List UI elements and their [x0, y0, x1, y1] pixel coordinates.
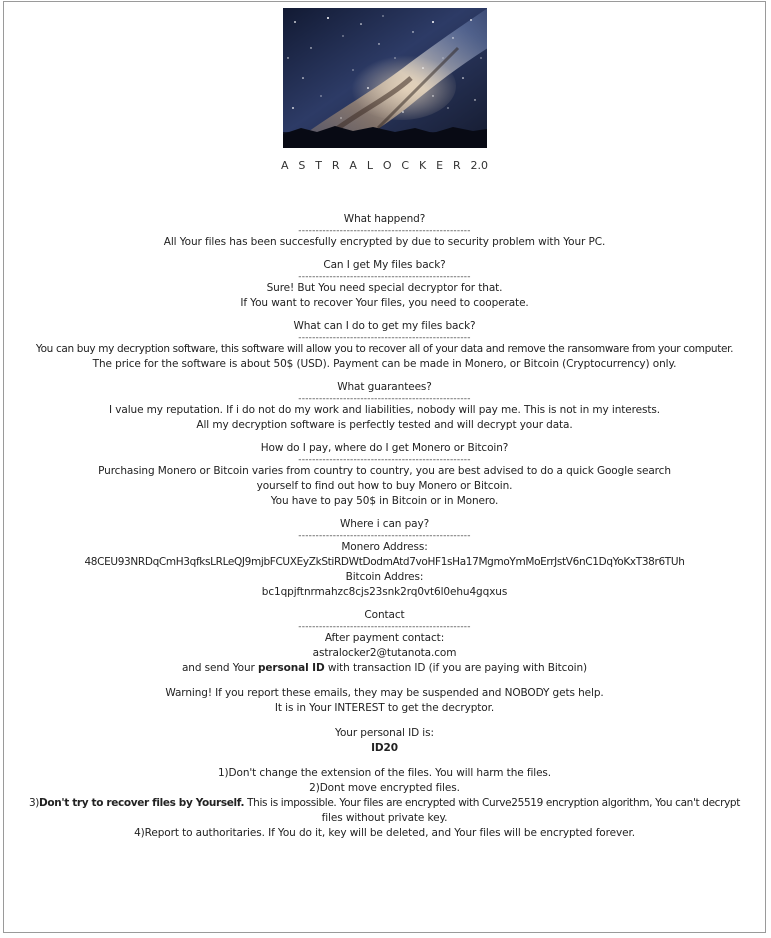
bitcoin-address[interactable]: bc1qpjftnrmahzc8cjs23snk2rq0vt6l0ehu4gqxus — [261, 586, 508, 598]
section-heading: How do I pay, where do I get Monero or Bitcoin? — [260, 442, 509, 454]
rules-block — [4, 766, 765, 841]
section-files-back — [4, 258, 765, 311]
section-guarantees — [4, 380, 765, 433]
text-line: All my decryption software is perfectly tested and will decrypt your data. — [196, 419, 573, 431]
section-where-pay — [4, 517, 765, 600]
send-text-after: with transaction ID (if you are paying with Bitcoin) — [324, 662, 588, 674]
personal-id-emphasis: personal ID — [257, 662, 325, 674]
personal-id-value — [4, 741, 765, 756]
warning-line: It is in Your INTEREST to get the decryptor. — [274, 702, 495, 714]
rule-3-continued: files without private key. — [321, 812, 448, 824]
text-line: Sure! But You need special decryptor for that. — [266, 282, 503, 294]
text-line: After payment contact: — [324, 632, 445, 644]
rule-3-prefix: 3) — [28, 797, 40, 809]
divider: -------------------------------------------------- — [298, 456, 471, 464]
send-id-line — [4, 661, 765, 676]
divider: -------------------------------------------------- — [298, 227, 471, 235]
rule-3 — [4, 796, 765, 811]
brand-version: 2.0 — [470, 159, 489, 172]
rule-4: 4)Report to authoritaries. If You do it, key will be deleted, and Your files will be encrypted forever. — [134, 827, 635, 839]
text-line: Purchasing Monero or Bitcoin varies from country to country, you are best advised to do a quick Google search — [98, 465, 671, 477]
personal-id-label: Your personal ID is: — [335, 727, 434, 739]
section-heading: Where i can pay? — [339, 518, 430, 530]
section-heading: What guarantees? — [337, 381, 432, 393]
divider: -------------------------------------------------- — [298, 334, 471, 342]
brand-title — [4, 158, 765, 174]
monero-address[interactable]: 48CEU93NRDqCmH3qfksLRLeQJ9mjbFCUXEyZkStiRDWtDodmAtd7voHF1sHa17MgmoYmMoErrJstV6nC1DqYoKxT38r6TUh — [84, 556, 685, 568]
section-what-can-i-do — [4, 319, 765, 372]
text-line: If You want to recover Your files, you need to cooperate. — [240, 297, 529, 309]
rule-1: 1)Don't change the extension of the files. You will harm the files. — [217, 767, 552, 779]
personal-id[interactable]: ID20 — [371, 742, 398, 754]
bitcoin-address-label: Bitcoin Addres: — [345, 571, 424, 583]
text-line: yourself to find out how to buy Monero or Bitcoin. — [256, 480, 513, 492]
divider: -------------------------------------------------- — [298, 532, 471, 540]
galaxy-image — [283, 8, 487, 148]
warning-line: Warning! If you report these emails, they may be suspended and NOBODY gets help. — [165, 687, 604, 699]
send-text-before: and send Your — [181, 662, 258, 674]
text-line: You have to pay 50$ in Bitcoin or in Monero. — [270, 495, 499, 507]
ransom-note-content — [4, 8, 765, 841]
section-heading: Can I get My files back? — [323, 259, 446, 271]
monero-address-label: Monero Address: — [341, 541, 428, 553]
rule-3-bold: Don't try to recover files by Yourself. — [39, 797, 245, 809]
section-what-happend — [4, 212, 765, 250]
ransom-note-window — [3, 1, 766, 933]
section-contact — [4, 608, 765, 676]
rule-2: 2)Dont move encrypted files. — [309, 782, 460, 794]
text-line: The price for the software is about 50$ (USD). Payment can be made in Monero, or Bitcoin (Cryptocurrency) only. — [92, 358, 677, 370]
section-how-to-pay — [4, 441, 765, 509]
text-line: You can buy my decryption software, this software will allow you to recover all of your data and remove the ransomware from your computer. — [35, 343, 734, 355]
warning-block — [4, 686, 765, 716]
section-heading: What happend? — [343, 213, 426, 225]
brand-name: A S T R A L O C K E R — [280, 159, 464, 172]
divider: -------------------------------------------------- — [298, 395, 471, 403]
personal-id-block — [4, 726, 765, 756]
contact-email[interactable]: astralocker2@tutanota.com — [312, 647, 457, 659]
text-line: All Your files has been succesfully encrypted by due to security problem with Your PC. — [163, 236, 606, 248]
divider: -------------------------------------------------- — [298, 623, 471, 631]
divider: -------------------------------------------------- — [298, 273, 471, 281]
section-heading: What can I do to get my files back? — [293, 320, 476, 332]
rule-3-rest: This is impossible. Your files are encrypted with Curve25519 encryption algorithm, You can't decrypt — [244, 797, 741, 809]
section-heading: Contact — [364, 609, 405, 621]
text-line: I value my reputation. If i do not do my work and liabilities, nobody will pay me. This is not in my interests. — [109, 404, 660, 416]
